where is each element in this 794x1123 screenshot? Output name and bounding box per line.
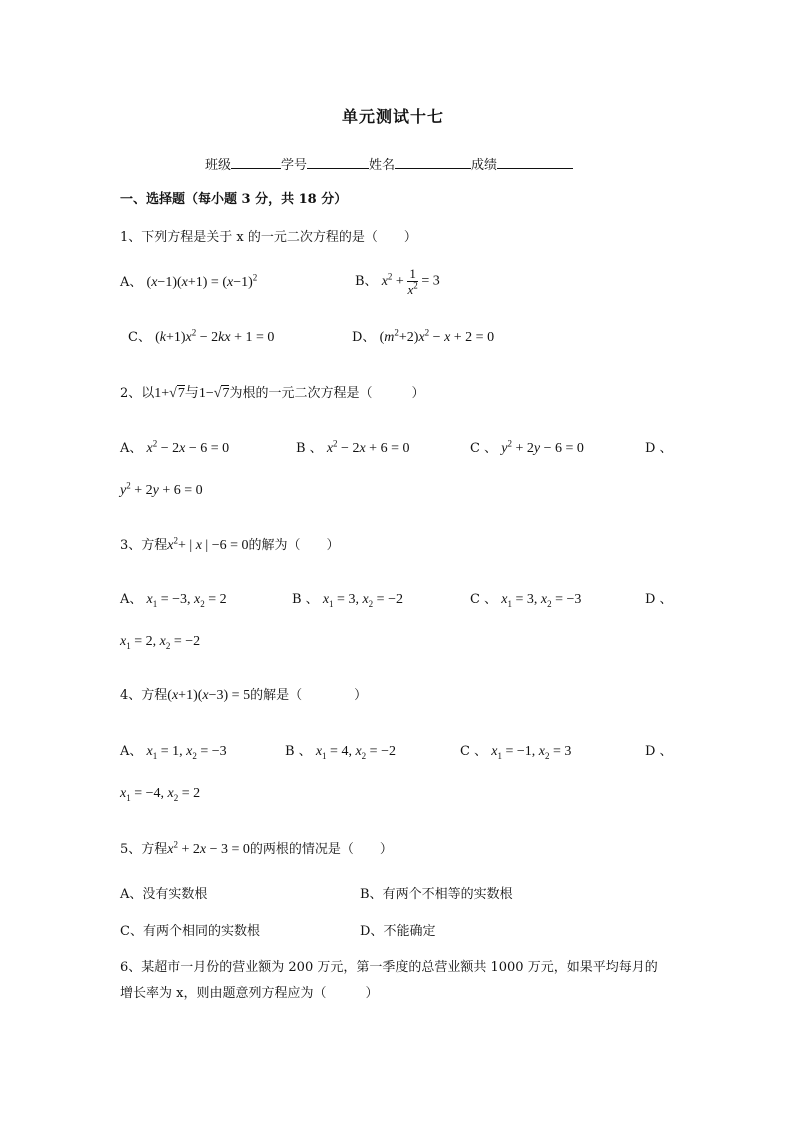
question-2-option-d-label: D 、 (645, 441, 673, 456)
page-title: 单元测试十七 (342, 107, 445, 126)
question-3-option-d-label: D 、 (645, 592, 673, 607)
question-1-option-b: B、 $x^2$ + $\frac{1}{x^2}$ = 3 (355, 266, 440, 297)
question-2-option-a: A、 $x^2 - 2x - 6 = 0$ (120, 438, 230, 456)
question-2-option-b: B 、 $x^2 - 2x + 6 = 0$ (296, 438, 410, 456)
question-1-stem: 1、下列方程是关于 x 的一元二次方程的是（ ） (120, 230, 417, 245)
class-label: 班级 (205, 158, 232, 173)
name-blank[interactable] (395, 156, 471, 169)
question-3-option-b: B 、 $x_1 = 3$, $x_2 = -2$ (292, 592, 403, 609)
question-4-option-d: $x_1 = -4$, $x_2 = 2$ (120, 786, 201, 803)
question-3-option-c: C 、 $x_1 = 3$, $x_2 = -3$ (470, 592, 582, 609)
question-5-stem: 5、方程$x^2 + 2x - 3 = 0$的两根的情况是（ ） (120, 839, 393, 857)
student-id-blank[interactable] (307, 156, 369, 169)
question-1-option-d: D、 $(m^2+2)x^2 - x + 2 = 0$ (352, 327, 495, 345)
question-4-option-d-label: D 、 (645, 744, 673, 759)
stem-math: 1+√7与1−√7 (154, 386, 230, 401)
question-1-option-c: C、 $(k+1)x^2 - 2kx + 1 = 0$ (128, 327, 275, 345)
question-5-option-c: C、有两个相同的实数根 (120, 924, 260, 939)
student-id-label: 学号 (281, 158, 308, 173)
question-6-stem-line-2: 增长率为 x，则由题意列方程应为（ ） (120, 986, 379, 1001)
question-5-option-d: D、不能确定 (360, 924, 436, 939)
score-label: 成绩 (471, 158, 498, 173)
question-5-option-b: B、有两个不相等的实数根 (360, 887, 513, 902)
header-fields (205, 156, 573, 172)
question-4-option-a: A、 $x_1 = 1$, $x_2 = -3$ (120, 744, 227, 761)
question-2-option-d: $y^2 + 2y + 6 = 0$ (120, 480, 203, 498)
section-heading: 一、选择题（每小题 3 分，共 18 分） (120, 192, 348, 207)
option-math: $(x-1)(x+1) = (x-1)^2$ (146, 272, 258, 290)
question-4-stem: 4、方程(x+1)(x−3) = 5的解是（ ） (120, 688, 368, 703)
fraction: $\frac{1}{x^2}$ (407, 266, 418, 297)
class-blank[interactable] (231, 156, 281, 169)
score-blank[interactable] (497, 156, 573, 169)
question-5-option-a: A、没有实数根 (120, 887, 208, 902)
name-label: 姓名 (369, 158, 396, 173)
question-3-stem: 3、方程$x^2+$ | x | −6 = 0的解为（ ） (120, 535, 340, 553)
question-4-option-c: C 、 $x_1 = -1$, $x_2 = 3$ (460, 744, 572, 761)
question-6-stem-line-1: 6、某超市一月份的营业额为 200 万元，第一季度的总营业额共 1000 万元，如果平均每月的 (120, 960, 658, 975)
question-1-option-a: A、 $(x-1)(x+1) = (x-1)^2$ (120, 272, 258, 290)
question-3-option-a: A、 $x_1 = -3$, $x_2 = 2$ (120, 592, 227, 609)
question-3-option-d: $x_1 = 2$, $x_2 = -2$ (120, 634, 201, 651)
question-4-option-b: B 、 $x_1 = 4$, $x_2 = -2$ (285, 744, 396, 761)
question-2-option-c: C 、 $y^2 + 2y - 6 = 0$ (470, 438, 584, 456)
question-2-stem: 2、以1+√7与1−√7为根的一元二次方程是（ ） (120, 386, 425, 401)
